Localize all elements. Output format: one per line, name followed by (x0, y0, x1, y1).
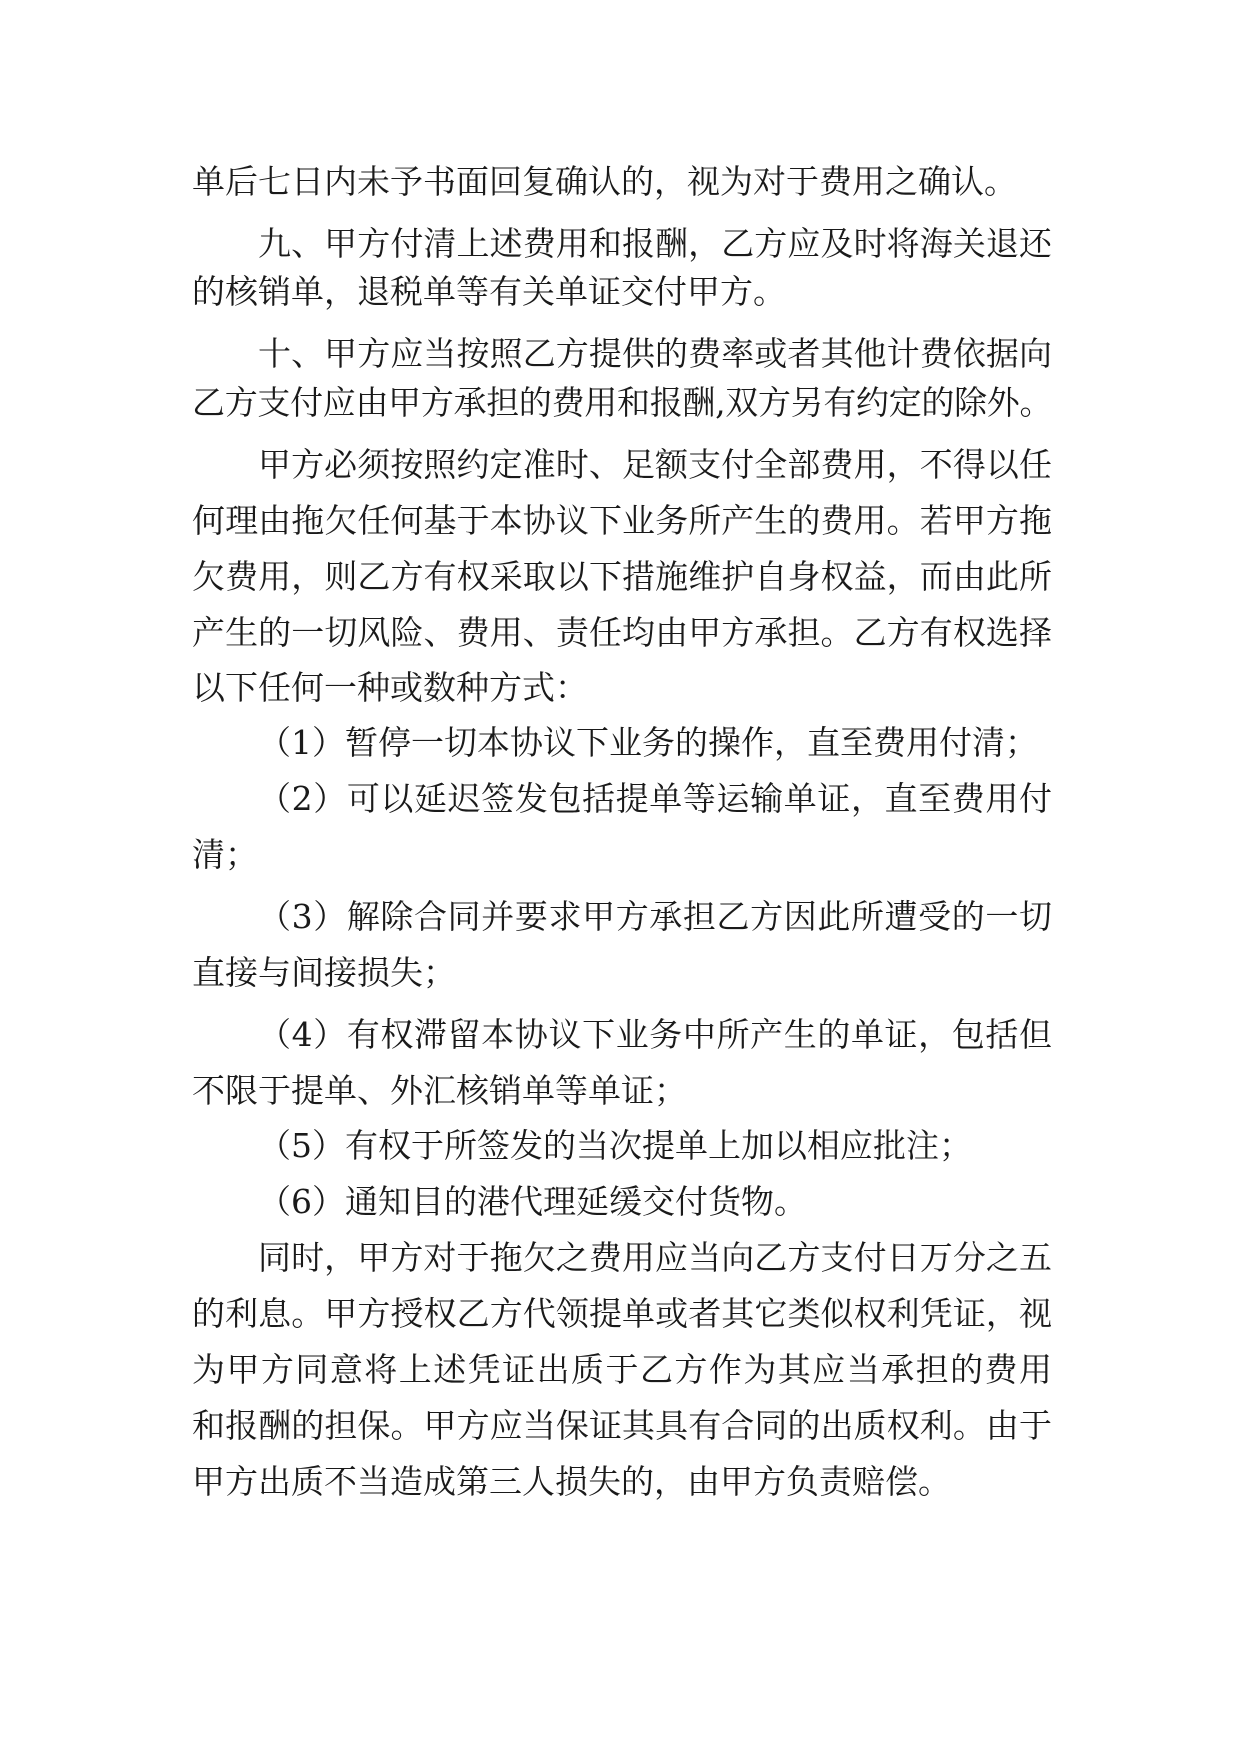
text-line: 以下任何一种或数种方式： (192, 668, 588, 707)
text-line: 甲方必须按照约定准时、足额支付全部费用，不得以任 (258, 445, 1052, 484)
text-line: 十、甲方应当按照乙方提供的费率或者其他计费依据向 (258, 334, 1052, 373)
text-line: 乙方支付应由甲方承担的费用和报酬,双方另有约定的除外。 (192, 383, 1052, 422)
list-item: （6）通知目的港代理延缓交付货物。 (258, 1182, 807, 1221)
text-line: 欠费用，则乙方有权采取以下措施维护自身权益，而由此所 (192, 557, 1052, 596)
list-item: （5）有权于所签发的当次提单上加以相应批注； (258, 1126, 972, 1165)
text-line: 何理由拖欠任何基于本协议下业务所产生的费用。若甲方拖 (192, 501, 1052, 540)
text-line: 的利息。甲方授权乙方代领提单或者其它类似权利凭证，视 (192, 1294, 1052, 1333)
text-line: 同时，甲方对于拖欠之费用应当向乙方支付日万分之五 (258, 1238, 1052, 1277)
text-line: 甲方出质不当造成第三人损失的，由甲方负责赔偿。 (192, 1462, 951, 1501)
text-line: 清； (192, 835, 258, 874)
list-item: （1）暂停一切本协议下业务的操作，直至费用付清； (258, 723, 1038, 762)
text-line: 不限于提单、外汇核销单等单证； (192, 1071, 687, 1110)
list-item: （4）有权滞留本协议下业务中所产生的单证，包括但 (258, 1015, 1052, 1054)
text-line: 的核销单，退税单等有关单证交付甲方。 (192, 272, 786, 311)
list-item: （2）可以延迟签发包括提单等运输单证，直至费用付 (258, 779, 1052, 818)
text-line: 九、甲方付清上述费用和报酬，乙方应及时将海关退还 (258, 224, 1052, 263)
text-line: 直接与间接损失； (192, 953, 456, 992)
list-item: （3）解除合同并要求甲方承担乙方因此所遭受的一切 (258, 897, 1052, 936)
text-line: 单后七日内未予书面回复确认的，视为对于费用之确认。 (192, 162, 1017, 201)
text-line: 产生的一切风险、费用、责任均由甲方承担。乙方有权选择 (192, 613, 1052, 652)
text-line: 和报酬的担保。甲方应当保证其具有合同的出质权利。由于 (192, 1406, 1052, 1445)
text-line: 为甲方同意将上述凭证出质于乙方作为其应当承担的费用 (192, 1350, 1052, 1389)
